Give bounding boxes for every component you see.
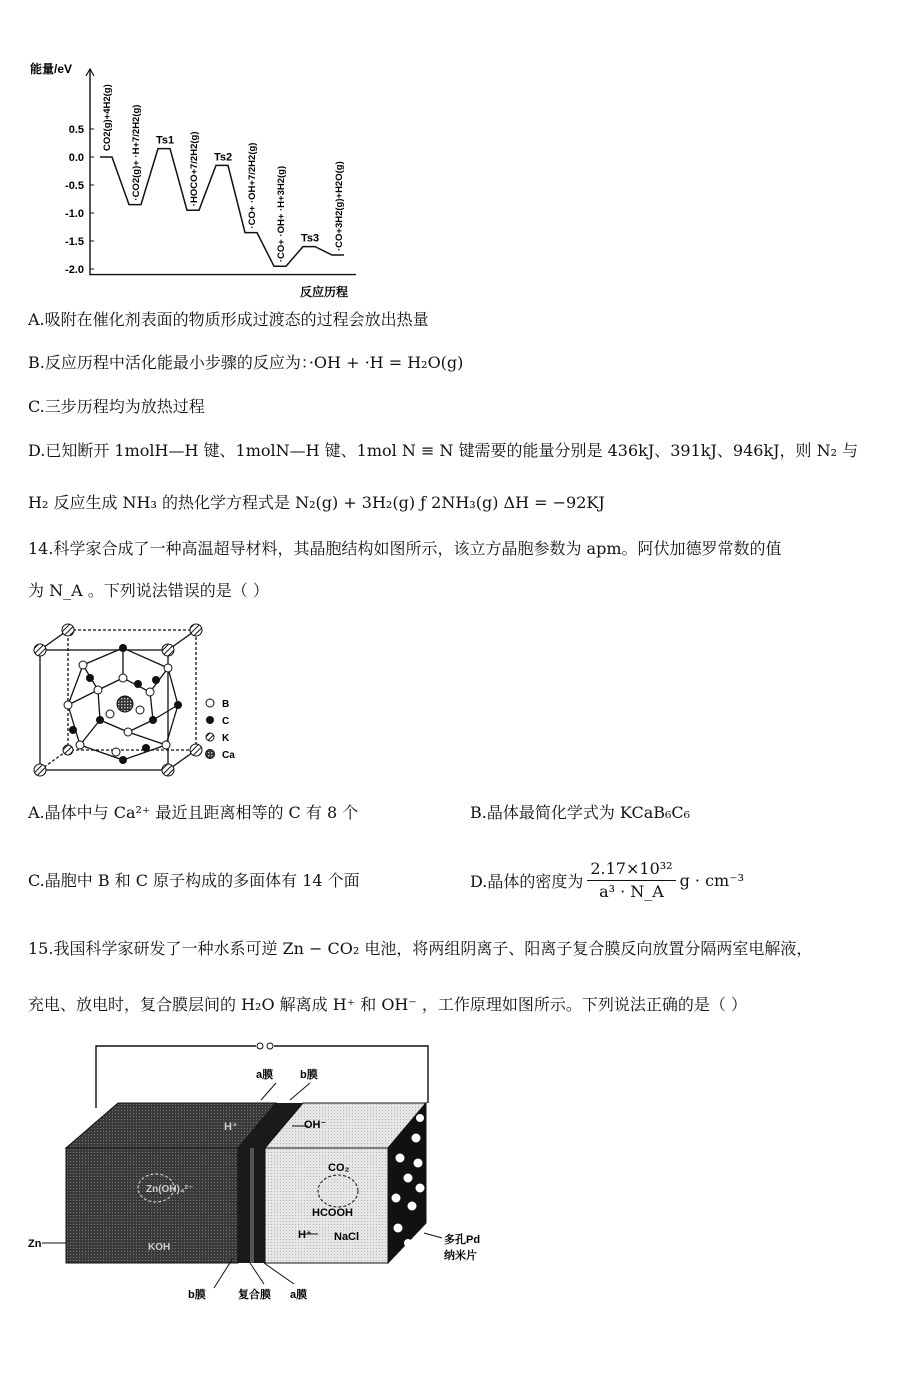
energy-state-label: ·CO+3H2(g)+H2O(g) <box>334 161 345 251</box>
label-hcooh: HCOOH <box>312 1207 353 1219</box>
legend-ca: Ca <box>222 750 235 761</box>
q13-option-d-line1: D.已知断开 1molH—H 键、1molN—H 键、1mol N ≡ N 键需要的能量分别是 436kJ、391kJ、946kJ，则 N₂ 与 <box>28 441 859 460</box>
label-oh: OH⁻ <box>304 1119 327 1131</box>
label-composite-membrane: 复合膜 <box>238 1289 271 1300</box>
battery-figure <box>28 1038 500 1300</box>
q13-option-a: A.吸附在催化剂表面的物质形成过渡态的过程会放出热量 <box>28 310 429 329</box>
energy-state-label: Ts3 <box>301 232 320 245</box>
q14-option-d-prefix: D.晶体的密度为 <box>470 871 584 891</box>
label-zn-oh: Zn(OH)₄²⁻ <box>146 1184 194 1195</box>
q13-option-d-line2: H₂ 反应生成 NH₃ 的热化学方程式是 N₂(g) + 3H₂(g) ƒ 2NH₃(g) ΔH = −92KJ <box>28 493 605 512</box>
legend-c: C <box>222 716 230 727</box>
energy-tick-label: -1.5 <box>65 236 84 248</box>
label-nanosheet: 纳米片 <box>444 1250 477 1262</box>
legend-k: K <box>222 733 230 744</box>
energy-tick-label: -2.0 <box>65 264 84 276</box>
energy-profile-chart <box>28 55 368 305</box>
energy-chart-svg <box>28 55 368 305</box>
energy-ylabel: 能量/eV <box>30 62 73 76</box>
q13-option-c: C.三步历程均为放热过程 <box>28 397 205 416</box>
density-unit: g · cm⁻³ <box>679 870 745 890</box>
q14-option-a: A.晶体中与 Ca²⁺ 最近且距离相等的 C 有 8 个 <box>28 803 359 822</box>
label-porous-pd: 多孔Pd <box>444 1234 481 1246</box>
energy-tick-label: -1.0 <box>65 208 84 220</box>
energy-state-label: ·CO+ ·OH+ ·H+3H2(g) <box>276 165 287 263</box>
energy-tick-label: -0.5 <box>65 180 84 192</box>
crystal-legend <box>206 699 236 761</box>
label-nacl: NaCl <box>334 1231 360 1243</box>
q14-option-b: B.晶体最简化学式为 KCaB₆C₆ <box>470 803 691 822</box>
label-co2: CO₂ <box>328 1162 350 1174</box>
energy-state-label: Ts2 <box>214 151 233 164</box>
crystal-cell-figure <box>28 620 258 785</box>
label-b-membrane-bottom: b膜 <box>188 1289 206 1300</box>
q14-stem-line2: 为 N_A 。下列说法错误的是（ ） <box>28 581 269 600</box>
energy-state-label: ·CO+ ·OH+7/2H2(g) <box>247 142 258 229</box>
q14-option-c: C.晶胞中 B 和 C 原子构成的多面体有 14 个面 <box>28 871 360 890</box>
density-denominator: a³ · N_A <box>599 881 664 901</box>
q15-stem-line1: 15.我国科学家研发了一种水系可逆 Zn − CO₂ 电池，将两组阴离子、阳离子复合膜反向放置分隔两室电解液， <box>28 939 813 958</box>
q14-option-d <box>470 852 744 908</box>
energy-tick-label: 0.5 <box>68 124 84 136</box>
battery-svg <box>28 1038 500 1300</box>
label-zn: Zn <box>28 1238 42 1250</box>
density-fraction <box>587 858 675 903</box>
label-b-membrane-top: b膜 <box>300 1069 318 1081</box>
label-h-left: H⁺ <box>224 1121 238 1133</box>
energy-state-label: ·CO2(g)+ ·H+7/2H2(g) <box>131 104 142 201</box>
energy-state-label: ·HOCO+7/2H2(g) <box>189 131 200 207</box>
label-h-right: H⁺ <box>298 1229 312 1241</box>
legend-b: B <box>222 699 230 710</box>
label-koh: KOH <box>148 1242 171 1253</box>
crystal-cell-svg <box>28 620 258 785</box>
energy-state-label: CO2(g)+4H2(g) <box>102 84 113 151</box>
q13-option-b: B.反应历程中活化能最小步骤的反应为：·OH + ·H = H₂O(g) <box>28 353 464 372</box>
q15-stem-line2: 充电、放电时，复合膜层间的 H₂O 解离成 H⁺ 和 OH⁻ ，工作原理如图所示。下列说法正确的是（ ） <box>28 995 748 1014</box>
q14-stem-line1: 14.科学家合成了一种高温超导材料，其晶胞结构如图所示，该立方晶胞参数为 apm。阿伏加德罗常数的值 <box>28 539 782 558</box>
energy-xlabel: 反应历程 <box>300 285 349 299</box>
label-a-membrane-top: a膜 <box>256 1069 274 1081</box>
density-numerator: 2.17×10³² <box>587 858 675 881</box>
energy-tick-label: 0.0 <box>68 152 84 164</box>
energy-state-label: Ts1 <box>156 134 175 147</box>
label-a-membrane-bottom: a膜 <box>290 1289 308 1300</box>
